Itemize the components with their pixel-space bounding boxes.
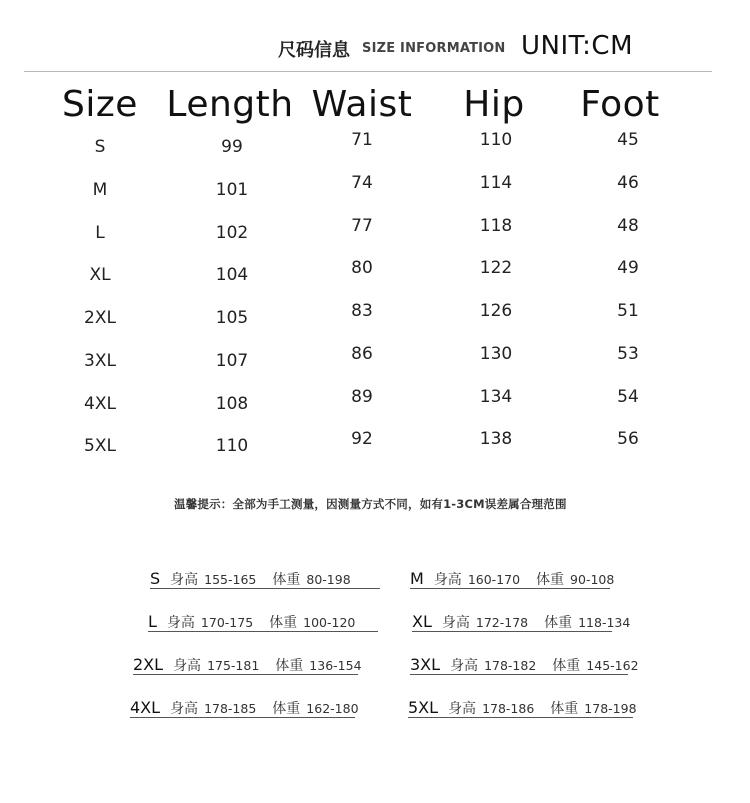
height-range: 178-186 [482,701,535,716]
recommendation-item [412,612,630,632]
height-label: 身高 [170,572,199,588]
table-cell: 77 [351,216,373,236]
weight-label: 体重 [536,572,565,588]
weight-label: 体重 [552,658,581,674]
recommendation-underline [150,588,380,589]
height-range: 155-165 [204,572,257,587]
weight-label: 体重 [272,572,301,588]
size-cell: 3XL [84,351,116,371]
size-cell: 4XL [84,394,116,414]
table-cell: 53 [617,344,639,364]
table-cell: 102 [215,223,249,243]
weight-label: 体重 [544,615,573,631]
table-cell: 134 [479,387,513,407]
weight-label: 体重 [275,658,304,674]
weight-range: 178-198 [584,701,637,716]
recommendation-item [408,698,637,718]
weight-range: 118-134 [578,615,631,630]
table-cell: 80 [351,258,373,278]
recommendation-underline [148,631,378,632]
table-cell: 108 [215,394,249,414]
table-cell: 71 [351,130,373,150]
height-range: 175-181 [207,658,260,673]
table-cell: 49 [617,258,639,278]
table-cell: 92 [351,429,373,449]
table-cell: 118 [479,216,513,236]
recommendation-item [410,655,639,675]
height-label: 身高 [170,701,199,717]
table-cell: 126 [479,301,513,321]
weight-label: 体重 [550,701,579,717]
recommendation-item [148,612,355,632]
weight-range: 145-162 [586,658,639,673]
table-cell: 89 [351,387,373,407]
height-range: 178-182 [484,658,537,673]
table-cell: 101 [215,180,249,200]
recommendation-underline [133,674,358,675]
height-label: 身高 [441,615,470,631]
height-range: 172-178 [475,615,529,630]
size-cell: XL [89,265,111,285]
title-cn: 尺码信息 [278,40,350,61]
recommendation-underline [410,674,628,675]
height-label: 身高 [166,615,195,631]
size-cell: S [94,137,106,157]
table-cell: 54 [617,387,639,407]
recommendation-item [133,655,362,675]
table-cell: 86 [351,344,373,364]
height-label: 身高 [433,572,462,588]
weight-label: 体重 [269,615,298,631]
recommendation-item [410,569,614,589]
table-cell: 110 [479,130,513,150]
column-header-length: Length [166,84,294,125]
table-cell: 105 [215,308,249,328]
table-cell: 45 [617,130,639,150]
weight-range: 162-180 [306,701,359,716]
rec-size: M [410,569,424,588]
column-header-size: Size [62,84,138,125]
height-range: 178-185 [204,701,257,716]
recommendation-item [130,698,359,718]
recommendation-item [150,569,351,589]
recommendation-underline [408,717,633,718]
height-label: 身高 [450,658,479,674]
title-en: SIZE INFORMATION [362,41,506,56]
table-cell: 122 [479,258,513,278]
column-header-hip: Hip [463,84,525,125]
table-cell: 74 [351,173,373,193]
measurement-note: 温馨提示：全部为手工测量，因测量方式不同，如有1-3CM误差属合理范围 [174,497,567,511]
rec-size: 5XL [408,698,439,717]
table-cell: 130 [479,344,513,364]
weight-range: 90-108 [570,572,615,587]
recommendation-underline [130,717,355,718]
height-range: 160-170 [467,572,521,587]
table-cell: 46 [617,173,639,193]
weight-range: 136-154 [309,658,362,673]
size-cell: L [95,223,105,243]
size-cell: 2XL [84,308,116,328]
table-cell: 51 [617,301,639,321]
size-cell: 5XL [84,436,116,456]
weight-range: 100-120 [303,615,356,630]
weight-range: 80-198 [306,572,351,587]
table-cell: 107 [215,351,249,371]
recommendation-underline [412,631,612,632]
weight-label: 体重 [272,701,301,717]
column-header-foot: Foot [580,84,660,125]
table-cell: 56 [617,429,639,449]
table-cell: 110 [215,436,249,456]
table-cell: 48 [617,216,639,236]
rec-size: 3XL [410,655,441,674]
table-cell: 114 [479,173,513,193]
unit-label: UNIT:CM [521,31,634,61]
table-cell: 99 [221,137,243,157]
size-cell: M [92,180,108,200]
rec-size: L [148,612,157,631]
table-cell: 83 [351,301,373,321]
column-header-waist: Waist [311,84,413,125]
recommendation-underline [410,588,610,589]
table-cell: 104 [215,265,249,285]
height-label: 身高 [448,701,477,717]
height-label: 身高 [173,658,202,674]
rec-size: 2XL [133,655,164,674]
table-cell: 138 [479,429,513,449]
height-range: 170-175 [200,615,254,630]
rec-size: XL [412,612,432,631]
header-divider [24,71,712,72]
rec-size: S [150,569,161,588]
rec-size: 4XL [130,698,161,717]
